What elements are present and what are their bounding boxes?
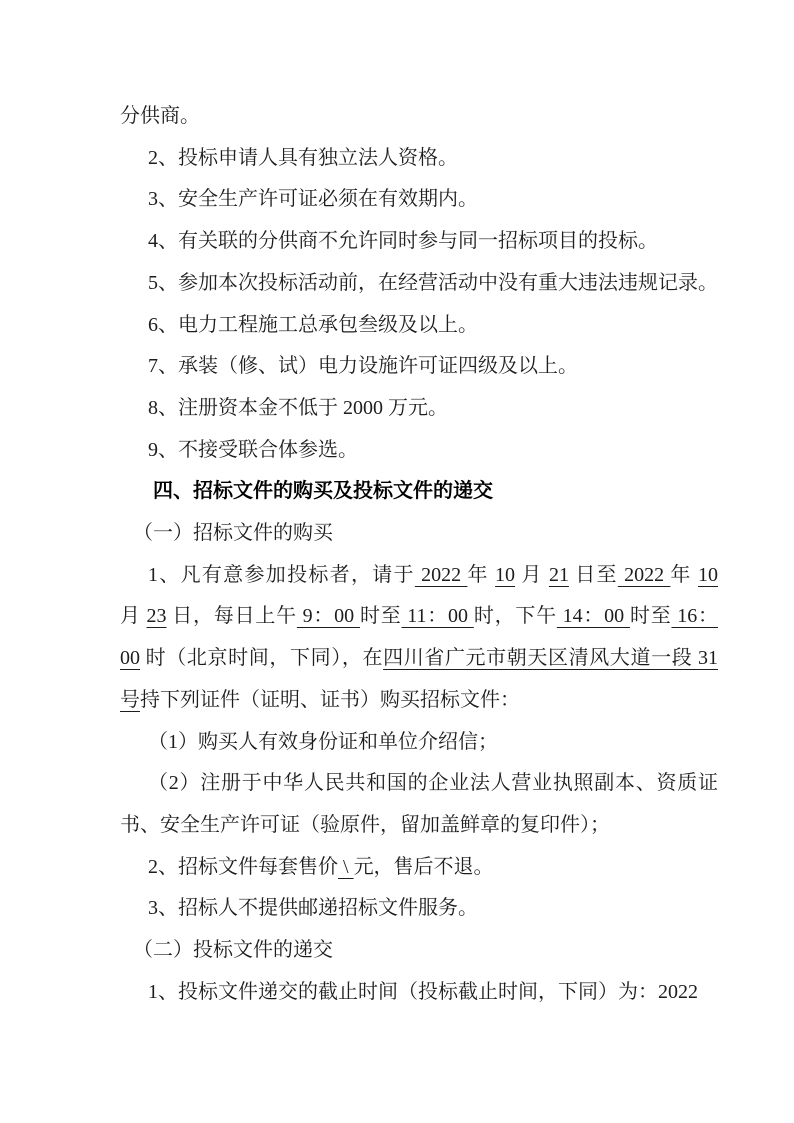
text-run: 时，下午 bbox=[473, 605, 557, 628]
text-run: 日至 bbox=[568, 563, 618, 586]
underlined-blank-field: 10 bbox=[495, 563, 516, 586]
underlined-blank-field: 2022 bbox=[617, 563, 671, 586]
text-run: 7、承装（修、试）电力设施许可证四级及以上。 bbox=[148, 355, 578, 378]
document-line bbox=[120, 596, 718, 638]
document-line bbox=[120, 430, 718, 472]
document-line bbox=[120, 138, 718, 180]
text-run: 日，每日上午 bbox=[166, 605, 297, 628]
document-line bbox=[120, 888, 718, 930]
underlined-blank-field: 10 bbox=[698, 563, 719, 586]
text-run: （二）投标文件的递交 bbox=[133, 939, 333, 962]
document-line bbox=[120, 221, 718, 263]
text-run: 1、凡有意参加投标者，请于 bbox=[148, 563, 415, 586]
document-line bbox=[120, 763, 718, 805]
document-line bbox=[120, 638, 718, 680]
document-line bbox=[120, 805, 718, 847]
document-line bbox=[120, 263, 718, 305]
document-line bbox=[120, 555, 718, 597]
document-line bbox=[120, 179, 718, 221]
text-run: 3、招标人不提供邮递招标文件服务。 bbox=[148, 897, 478, 920]
text-run: 5、参加本次投标活动前，在经营活动中没有重大违法违规记录。 bbox=[148, 271, 718, 294]
text-run: 2、投标申请人具有独立法人资格。 bbox=[148, 146, 458, 169]
text-run: （2）注册于中华人民共和国的企业法人营业执照副本、资质证 bbox=[148, 772, 718, 795]
underlined-blank-field: 00 bbox=[120, 647, 140, 670]
underlined-blank-field: 14：00 bbox=[556, 605, 630, 628]
document-line bbox=[120, 96, 718, 138]
text-run: （1）购买人有效身份证和单位介绍信； bbox=[148, 730, 498, 753]
document-line bbox=[120, 513, 718, 555]
text-run: 9、不接受联合体参选。 bbox=[148, 438, 358, 461]
document-line bbox=[120, 346, 718, 388]
text-run: 四、招标文件的购买及投标文件的递交 bbox=[153, 480, 493, 503]
text-run: 书、安全生产许可证（验原件，留加盖鲜章的复印件）； bbox=[120, 813, 610, 836]
text-run: （一）招标文件的购买 bbox=[133, 522, 333, 545]
section-heading bbox=[120, 471, 718, 513]
underlined-blank-field: \ bbox=[338, 855, 354, 878]
underlined-blank-field: 21 bbox=[548, 563, 569, 586]
text-run: 时（北京时间，下同），在 bbox=[140, 647, 384, 670]
text-run: 持下列证件（证明、证书）购买招标文件： bbox=[140, 688, 520, 711]
text-run: 4、有关联的分供商不允许同时参与同一招标项目的投标。 bbox=[148, 230, 658, 253]
underlined-blank-field: 23 bbox=[146, 605, 167, 628]
text-run: 8、注册资本金不低于 2000 万元。 bbox=[148, 396, 448, 419]
underlined-blank-field: 2022 bbox=[414, 563, 468, 586]
document-line bbox=[120, 722, 718, 764]
text-run: 年 bbox=[467, 563, 496, 586]
underlined-blank-field: 号 bbox=[120, 688, 140, 711]
document-line bbox=[120, 847, 718, 889]
text-run: 分供商。 bbox=[120, 105, 200, 127]
text-run: 月 bbox=[515, 563, 549, 586]
text-run: 元，售后不退。 bbox=[353, 855, 494, 878]
underlined-blank-field: 四川省广元市朝天区清风大道一段 31 bbox=[383, 647, 719, 670]
document-line bbox=[120, 680, 718, 722]
document-line bbox=[120, 388, 718, 430]
document-line bbox=[120, 930, 718, 972]
document-content bbox=[120, 96, 718, 1013]
text-run: 6、电力工程施工总承包叁级及以上。 bbox=[148, 313, 478, 336]
underlined-blank-field: 11：00 bbox=[401, 605, 474, 628]
underlined-blank-field: 9：00 bbox=[296, 605, 360, 628]
text-run: 时至 bbox=[359, 605, 402, 628]
document-line bbox=[120, 972, 718, 1014]
underlined-blank-field: 16： bbox=[671, 605, 718, 628]
text-run: 3、安全生产许可证必须在有效期内。 bbox=[148, 188, 478, 211]
text-run: 月 bbox=[120, 605, 147, 628]
text-run: 时至 bbox=[629, 605, 672, 628]
text-run: 年 bbox=[670, 563, 699, 586]
text-run: 2、招标文件每套售价 bbox=[148, 855, 338, 878]
document-line bbox=[120, 305, 718, 347]
text-run: 1、投标文件递交的截止时间（投标截止时间，下同）为：2022 bbox=[148, 980, 698, 1003]
